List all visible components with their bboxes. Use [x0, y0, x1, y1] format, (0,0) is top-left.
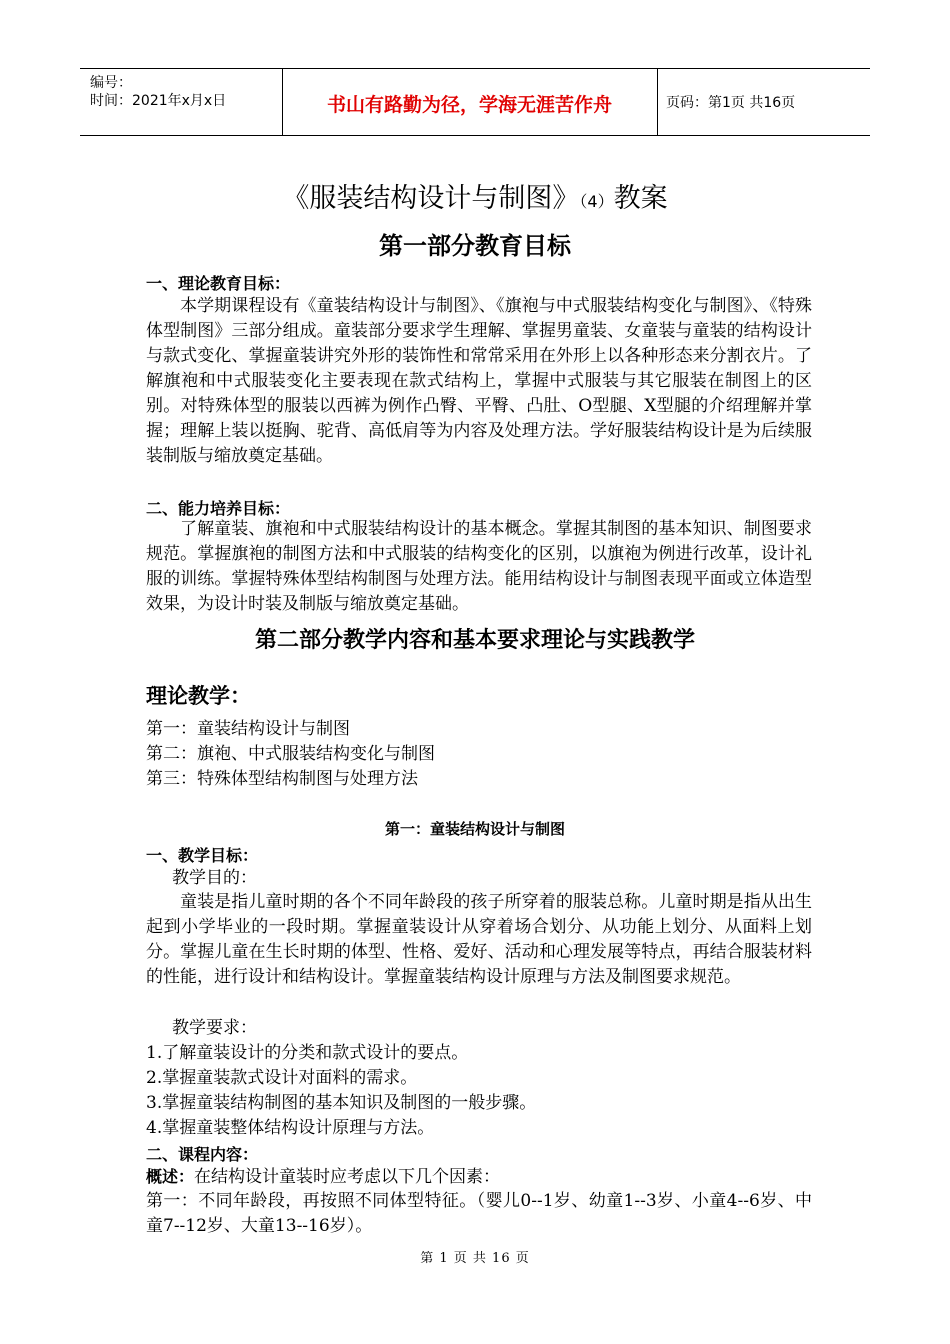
header-bottom-rule [80, 135, 870, 136]
theory-item: 第一：童装结构设计与制图 [146, 719, 350, 739]
overview-line [146, 1164, 500, 1190]
section-theory-goal-title: 一、理论教育目标： [146, 274, 291, 293]
teaching-requirements-label: 教学要求： [172, 1018, 257, 1038]
header-page-info: 页码：第1页 共16页 [666, 95, 796, 111]
overview-text: 在结构设计童装时应考虑以下几个因素： [194, 1167, 501, 1187]
title-suffix: 教案 [613, 183, 668, 214]
theory-teaching-heading: 理论教学： [146, 684, 251, 708]
theory-item: 第二：旗袍、中式服装结构变化与制图 [146, 744, 435, 764]
document-number-label: 编号： [90, 75, 132, 91]
title-volume: （4） [579, 192, 614, 211]
teaching-purpose-text: 童装是指儿童时期的各个不同年龄段的孩子所穿着的服装总称。儿童时期是指从出生起到小学毕业的一段时期。掌握童装设计从穿着场合划分、从功能上划分、从面料上划分。掌握儿童在生长时期的体型、性格、爱好、活动和心理发展等特点，再结合服装材料的性能，进行设计和结构设计。掌握童装结构设计原理与方法及制图要求规范。 [146, 892, 812, 987]
header-motto: 书山有路勤为径，学海无涯苦作舟 [326, 94, 612, 116]
teaching-purpose-label: 教学目的： [172, 868, 257, 888]
page-footer: 第 1 页 共 16 页 [420, 1251, 530, 1266]
section-ability-goal-text: 了解童装、旗袍和中式服装结构设计的基本概念。掌握其制图的基本知识、制图要求规范。掌握旗袍的制图方法和中式服装的结构变化的区别，以旗袍为例进行改革，设计礼服的训练。掌握特殊体型结构制图与处理方法。能用结构设计与制图表现平面或立体造型效果，为设计时装及制版与缩放奠定基础。 [146, 519, 812, 614]
chapter-title: 第一：童装结构设计与制图 [384, 820, 565, 838]
overview-label: 概述： [146, 1167, 195, 1186]
requirement-item: 1.了解童装设计的分类和款式设计的要点。 [146, 1043, 469, 1063]
requirement-item: 4.掌握童装整体结构设计原理与方法。 [146, 1118, 435, 1138]
course-content-title: 二、课程内容： [146, 1145, 259, 1164]
requirement-item: 2.掌握童装款式设计对面料的需求。 [146, 1068, 418, 1088]
theory-item: 第三：特殊体型结构制图与处理方法 [146, 769, 418, 789]
factor-one-text: 第一：不同年龄段，再按照不同体型特征。（婴儿0--1岁、幼童1--3岁、小童4--6岁、中童7--12岁、大童13--16岁）。 [146, 1191, 812, 1236]
teaching-goal-title: 一、教学目标： [146, 846, 259, 865]
section-theory-goal-text: 本学期课程设有《童装结构设计与制图》、《旗袍与中式服装结构变化与制图》、《特殊体型制图》三部分组成。童装部分要求学生理解、掌握男童装、女童装与童装的结构设计与款式变化、掌握童装讲究外形的装饰性和常常采用在外形上以各种形态来分割衣片。了解旗袍和中式服装变化主要表现在款式结构上，掌握中式服装与其它服装在制图上的区别。对特殊体型的服装以西裤为例作凸臀、平臀、凸肚、O型腿、X型腿的介绍理解并掌握；理解上装以挺胸、驼背、高低肩等为内容及处理方法。学好服装结构设计是为后续服装制版与缩放奠定基础。 [146, 296, 812, 466]
requirement-item: 3.掌握童装结构制图的基本知识及制图的一般步骤。 [146, 1093, 537, 1113]
document-date-label: 时间：2021年x月x日 [90, 93, 227, 109]
section-ability-goal-title: 二、能力培养目标： [146, 499, 291, 518]
header-top-rule [80, 68, 870, 69]
document-title [0, 176, 950, 215]
title-main: 《服装结构设计与制图》 [282, 183, 580, 214]
header-divider-right [657, 68, 658, 135]
part2-heading: 第二部分教学内容和基本要求理论与实践教学 [254, 628, 695, 653]
part1-heading: 第一部分教育目标 [379, 232, 571, 260]
